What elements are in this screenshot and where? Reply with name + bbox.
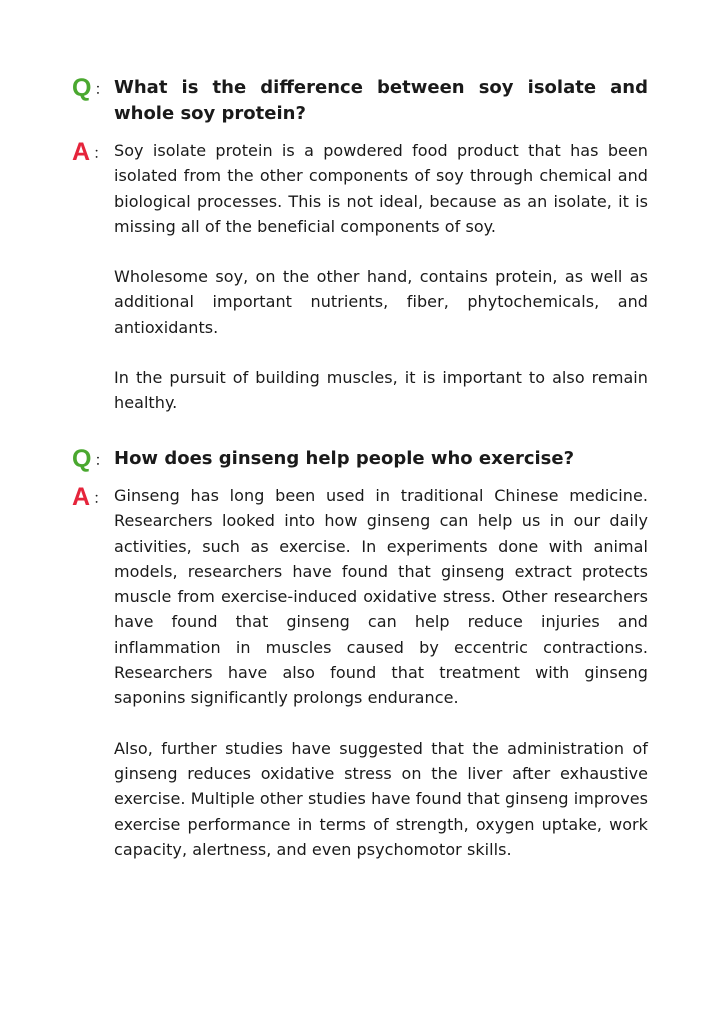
question-text: How does ginseng help people who exercise? — [114, 448, 575, 469]
question-row — [72, 74, 648, 127]
answer-letter: A — [72, 483, 91, 511]
answer-colon: ： — [93, 489, 109, 507]
question-marker — [72, 74, 114, 102]
answer-row — [72, 483, 648, 862]
answer-marker — [72, 483, 114, 511]
answer-row — [72, 138, 648, 416]
question-marker — [72, 445, 114, 473]
question-row — [72, 445, 648, 472]
qa-item-soy — [72, 74, 648, 416]
answer-paragraph: Wholesome soy, on the other hand, contains protein, as well as additional important nutrients, fiber, phytochemicals, and antioxidants. — [114, 267, 648, 337]
answer-colon: ： — [93, 144, 109, 162]
answer-paragraph: Also, further studies have suggested that the administration of ginseng reduces oxidative stress on the liver after exhaustive exercise. Multiple other studies have found that ginseng improves exercise performance in terms of strength, oxygen uptake, work capacity, alertness, and even psychomotor skills. — [114, 738, 648, 859]
question-letter: Q — [72, 445, 92, 473]
question-text: What is the difference between soy isolate and whole soy protein? — [114, 77, 648, 124]
question-colon: ： — [94, 80, 110, 98]
question-colon: ： — [94, 451, 110, 469]
answer-letter: A — [72, 138, 91, 166]
qa-item-ginseng — [72, 445, 648, 862]
question-letter: Q — [72, 74, 92, 102]
answer-paragraph: In the pursuit of building muscles, it is important to also remain healthy. — [114, 368, 648, 413]
answer-marker — [72, 138, 114, 166]
answer-paragraph: Ginseng has long been used in traditional Chinese medicine. Researchers looked into how ginseng can help us in our daily activities, such as exercise. In experiments done with animal models, researchers have found that ginseng extract protects muscle from exercise-induced oxidative stress. Other researchers have found that ginseng can help reduce injuries and inflammation in muscles caused by eccentric contractions. Researchers have also found that treatment with ginseng saponins significantly prolongs endurance. — [114, 486, 648, 708]
answer-paragraph: Soy isolate protein is a powdered food product that has been isolated from the other components of soy through chemical and biological processes. This is not ideal, because as an isolate, it is missing all of the beneficial components of soy. — [114, 141, 648, 236]
